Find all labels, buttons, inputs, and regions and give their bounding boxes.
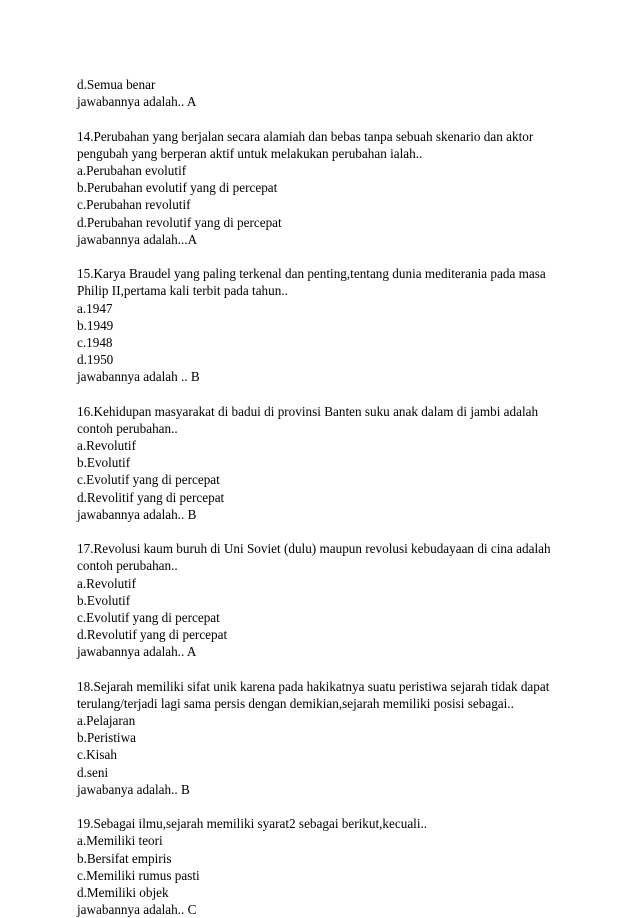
option-a: a.1947 [77,300,113,316]
option-c: c.Perubahan revolutif [77,197,191,213]
option-c: c.Evolutif yang di percepat [77,609,220,625]
option-b: b.1949 [77,317,114,333]
question-14 [77,128,557,248]
answer-line: jawabanya adalah.. B [77,781,190,797]
option-c: c.1948 [77,334,113,350]
question-15 [77,265,557,385]
previous-question-tail [77,76,557,110]
option-d: d.seni [77,764,109,780]
option-a: a.Revolutif [77,438,136,454]
option-c: c.Kisah [77,747,117,763]
question-text: 14.Perubahan yang berjalan secara alamiah dan bebas tanpa sebuah skenario dan aktor pengubah yang berperan aktif untuk melakukan perubahan ialah.. [77,128,534,161]
option-d: d.Memiliki objek [77,884,169,900]
question-19 [77,815,557,918]
option-a: a.Pelajaran [77,713,136,729]
answer-line: jawabannya adalah...A [77,231,198,247]
answer-line: jawabannya adalah.. A [77,644,197,660]
option-b: b.Evolutif [77,455,131,471]
answer-line: jawabannya adalah .. B [77,369,200,385]
option-d: d.1950 [77,352,114,368]
option-a: a.Memiliki teori [77,833,163,849]
option-d: d.Semua benar [77,77,156,92]
option-c: c.Memiliki rumus pasti [77,867,200,883]
option-d: d.Revolitif yang di percepat [77,489,225,505]
question-text: 17.Revolusi kaum buruh di Uni Soviet (dulu) maupun revolusi kebudayaan di cina adalah contoh perubahan.. [77,541,551,574]
question-18 [77,678,557,798]
option-b: b.Bersifat empiris [77,850,172,866]
option-d: d.Perubahan revolutif yang di percepat [77,214,282,230]
answer-line: jawabannya adalah.. B [77,506,197,522]
option-a: a.Perubahan evolutif [77,162,187,178]
answer-line: jawabannya adalah.. A [77,94,197,110]
question-text: 16.Kehidupan masyarakat di badui di provinsi Banten suku anak dalam di jambi adalah contoh perubahan.. [77,403,539,436]
question-text: 18.Sejarah memiliki sifat unik karena pada hakikatnya suatu peristiwa sejarah tidak dapat terulang/terjadi lagi sama persis dengan demikian,sejarah memiliki posisi sebagai.. [77,678,550,711]
question-text: 19.Sebagai ilmu,sejarah memiliki syarat2 sebagai berikut,kecuali.. [77,816,428,832]
option-a: a.Revolutif [77,575,136,591]
option-d: d.Revolutif yang di percepat [77,627,228,643]
answer-line: jawabannya adalah.. C [77,902,197,918]
question-17 [77,540,557,660]
option-c: c.Evolutif yang di percepat [77,472,220,488]
option-b: b.Perubahan evolutif yang di percepat [77,180,278,196]
document-page [77,76,557,918]
option-b: b.Peristiwa [77,730,136,746]
question-16 [77,403,557,523]
question-text: 15.Karya Braudel yang paling terkenal dan penting,tentang dunia mediterania pada masa Philip II,pertama kali terbit pada tahun.. [77,266,546,299]
option-b: b.Evolutif [77,592,131,608]
